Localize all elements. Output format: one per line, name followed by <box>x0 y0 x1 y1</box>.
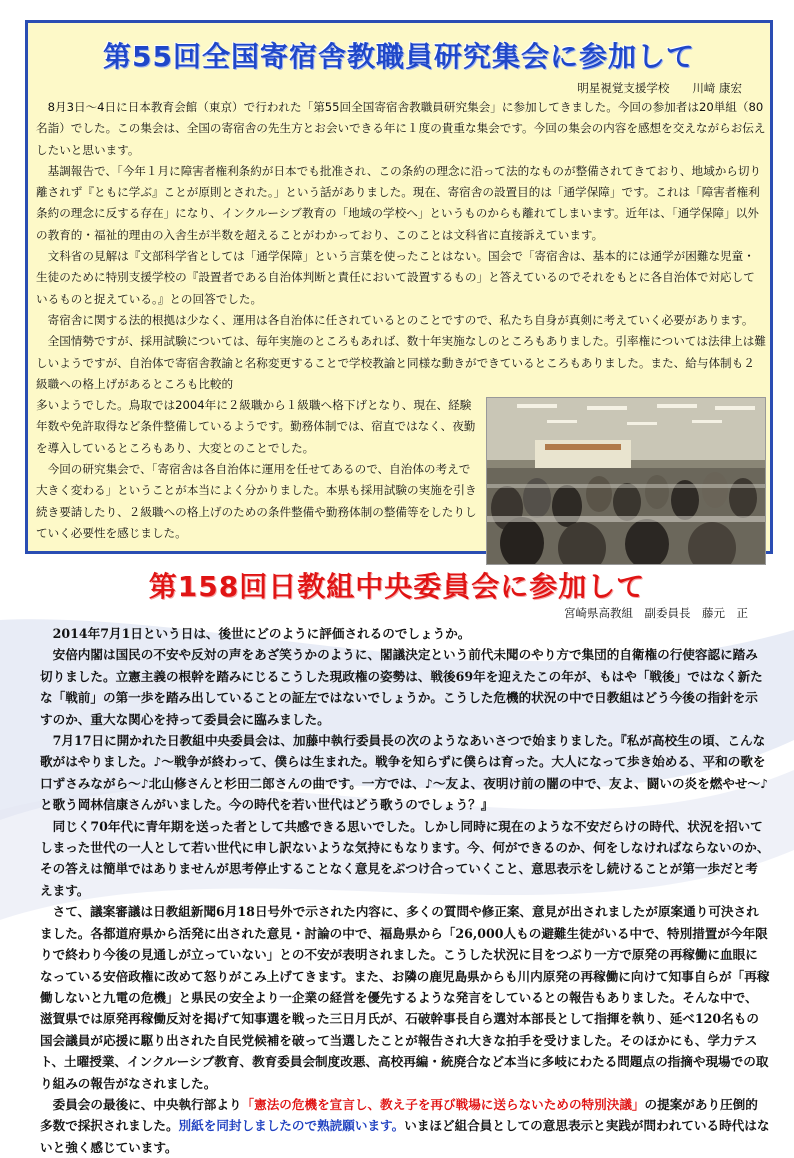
closing-text-end: いまほど組合員としての意思表示と実践が問われている時代はないと強く感じています。 <box>40 1118 770 1155</box>
article1-paragraph: 8月3日～4日に日本教育会館（東京）で行われた「第55回全国寄宿舎教職員研究集会」に参加してきました。今回の参加者は20単組（80名詣）でした。この集会は、全国の寄宿舎の先生方とお会いできる年に１度の貴重な集会です。今回の集会の内容を感想を交えながらお伝えしたいと思います。 <box>36 100 766 157</box>
closing-text-middle: の提案があり圧倒的多数で採択されました。 <box>40 1096 758 1134</box>
article1-paragraph: 今回の研究集会で、「寄宿舎は各自治体に運用を任せてあるので、自治体の考えで大きく変わる」ということが本当によく分かりました。本県も採用試験の実施を引き続き要請したり、２級職への格上げのための条件整備や勤務体制の整備等をしたりしていく必要性を感じました。 <box>36 462 477 540</box>
article1-paragraph: 多いようでした。鳥取では2004年に２級職から１級職へ格下げとなり、現在、経験年数や免許取得など条件整備しているようです。勤務体制では、宿直ではなく、夜勤を導入しているところもあり、大変とのことでした。 <box>36 398 476 455</box>
article1-paragraph: 文科省の見解は『文部科学省としては「通学保障」という言葉を使ったことはない。国会で「寄宿舎は、基本的には通学が困難な児童・生徒のために特別支援学校の『設置者である自治体判断と責任において設置するもの」と答えているのでそれをもとに各自治体で対応しているものと捉えている。』との回答でした。 <box>36 249 755 306</box>
closing-text-start: 委員会の最後に、中央執行部より <box>52 1096 242 1112</box>
article2-title: 第158回日教組中央委員会に参加して <box>148 570 646 603</box>
article2-paragraph: 同じく70年代に青年期を送った者として共感できる思いでした。しかし同時に現在のような不安だらけの時代、状況を招いてしまった世代の一人として若い世代に申し訳ないような気持にもなります。今、何ができるのか、何をしなければならないのか、その答えは簡単ではありませんが思考停止することなく意見をぶつけ合っていくこと、意思表示をし続けることが第一歩だと考えます。 <box>40 818 770 898</box>
article2-paragraph: 2014年7月1日という日は、後世にどのように評価されるのでしょうか。 <box>52 626 471 641</box>
article2-paragraph: 安倍内閣は国民の不安や反対の声をあざ笑うかのように、閣議決定という前代未聞のやり方で集団的自衛権の行使容認に踏み切りました。立憲主義の根幹を踏みにじるこうした現政権の姿勢は、戦後69年を迎えたこの年が、もはや「戦後」ではなく新たな「戦前」の第一歩を踏み出していることの証左ではないでしょうか。こうした危機的状況の中で日教組はどう今後の指針を示すのか、重大な関心を持って委員会に臨みました。 <box>40 647 763 727</box>
article2-author: 宮崎県高教組 副委員長 藤元 正 <box>564 606 748 620</box>
article2-paragraph: 7月17日に開かれた日教組中央委員会は、加藤中執行委員長の次のようなあいさつで始まりました。『私が高校生の頃、こんな歌がはやりました。♪～戦争が終わって、僕らは生まれた。戦争を知らずに僕らは育った。大人になって歩き始める、平和の歌を口ずさみながら～♪北山修さんと杉田二郎さんの曲です。一方では、♪～友よ、夜明け前の闇の中で、友よ、闘いの炎を燃やせ～♪と歌う岡林信康さんがいました。今の時代を若い世代はどう歌うのでしょう？』 <box>40 733 769 813</box>
special-resolution-text: 「憲法の危機を宣言し、教え子を再び戦場に送らないための特別決議」 <box>241 1096 645 1112</box>
article2-body <box>40 623 770 1158</box>
enclosure-note: 別紙を同封しましたので熟読願います。 <box>178 1118 405 1134</box>
conference-hall-image <box>487 398 765 564</box>
article1-title: 第55回全国寄宿舎教職員研究集会に参加して <box>103 40 695 73</box>
article1-author: 明星視覚支援学校 川﨑 康宏 <box>577 81 742 95</box>
article1-paragraph: 全国情勢ですが、採用試験については、毎年実施のところもあれば、数十年実施なしのところもありました。引率権については法律上は難しいようですが、自治体で寄宿舎教諭と名称変更することで学校教諭と同様な動きができているところもありました。また、給与体制も２級職への格上げがあるところも比較的 <box>36 334 766 391</box>
article1-body <box>36 97 766 565</box>
conference-photo <box>486 397 766 565</box>
article1-paragraph: 基調報告で、「今年１月に障害者権利条約が日本でも批准され、この条約の理念に沿って法的なものが整備されてきており、地域から切り離されず『ともに学ぶ』ことが原則とされた。」という話がありました。現在、寄宿舎の設置目的は「通学保障」です。これは「障害者権利条約の理念に反する存在」になり、インクルーシブ教育の「地域の学校へ」というものからも離れてしまいます。近年は、「通学保障」以外の教育的・福祉的理由の入舎生が半数を超えることがわかっており、このことは文科省に直接訴えています。 <box>36 163 762 242</box>
article1-paragraph: 寄宿舎に関する法的根拠は少なく、運用は各自治体に任されているとのことですので、私たち自身が真剣に考えていく必要があります。 <box>47 312 754 327</box>
article1-frame <box>25 20 773 554</box>
article2-paragraph: さて、議案審議は日教組新聞6月18日号外で示された内容に、多くの質問や修正案、意見が出されましたが原案通り可決されました。各都道府県から活発に出された意見・討論の中で、福島県から「26,000人もの避難生徒がいる中で、特別措置が今年限りで終わり今後の見通しが立っていない」との不安が表明されました。こうした状況に目をつぶり一方で原発の再稼働に血眼になっている安倍政権に改めて怒りがこみ上げてきます。また、お隣の鹿児島県からも川内原発の再稼働に向けて知事自らが「再稼働しないと九電の危機」と県民の安全より一企業の経営を優先するような発言をしているとの報告もありました。そんな中で、滋賀県では原発再稼働反対を掲げて知事選を戦った三日月氏が、石破幹事長自ら選対本部長として指揮を執り、延べ120名もの国会議員が応援に駆り出された自民党候補を破って当選したことが報告され大きな拍手を受けました。そのほかにも、学力テスト、土曜授業、インクルーシブ教育、教育委員会制度改悪、高校再編・統廃合など本当に多岐にわたる問題点の指摘や現場での取り組みの報告がなされました。 <box>40 904 770 1091</box>
article2-closing-paragraph <box>40 1094 770 1158</box>
